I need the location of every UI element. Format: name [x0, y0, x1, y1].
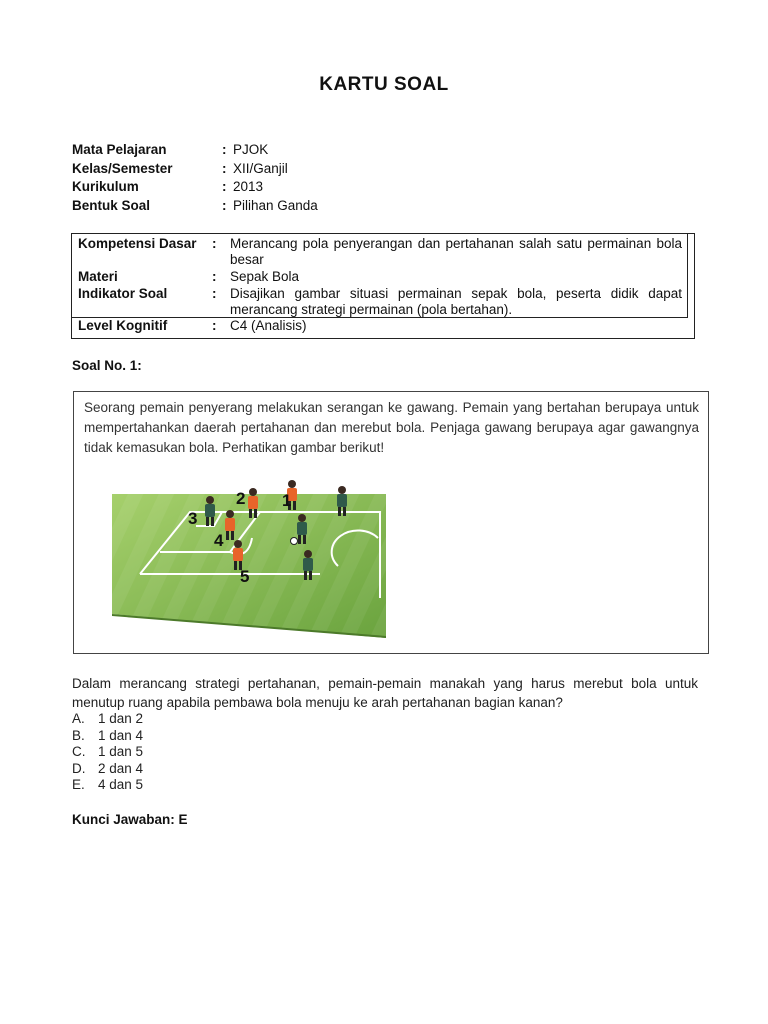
option-e	[72, 777, 143, 794]
answer-key: Kunci Jawaban: E	[72, 812, 188, 827]
option-text: 1 dan 4	[98, 727, 144, 743]
competency-label: Kompetensi Dasar	[78, 236, 197, 251]
meta-label: Bentuk Soal	[72, 197, 151, 213]
competency-value: Disajikan gambar situasi permainan sepak bola, peserta didik dapat merancang strategi permainan (pola bertahan).	[230, 286, 682, 317]
meta-label: Kelas/Semester	[72, 160, 173, 176]
question-box	[73, 391, 709, 654]
option-letter: E.	[72, 777, 85, 792]
meta-value: 2013	[233, 179, 264, 194]
meta-value: Pilihan Ganda	[233, 197, 318, 213]
competency-row-level	[72, 318, 692, 334]
colon: :	[212, 286, 217, 301]
colon: :	[222, 142, 227, 157]
colon: :	[212, 269, 217, 284]
player-label-2: 2	[236, 489, 246, 508]
meta-row-class	[72, 160, 692, 179]
option-b	[72, 728, 143, 745]
competency-value: Sepak Bola	[230, 269, 300, 284]
option-d	[72, 761, 143, 778]
question-stem: Dalam merancang strategi pertahanan, pemain-pemain manakah yang harus merebut bola untuk menutup ruang apabila pembawa bola menuju ke arah pertahanan bagian kanan?	[72, 676, 698, 710]
meta-label: Kurikulum	[72, 179, 139, 194]
question-heading: Soal No. 1:	[72, 358, 142, 373]
player-label-3: 3	[188, 509, 198, 528]
competency-row-kd	[72, 236, 692, 267]
meta-value: XII/Ganjil	[233, 160, 288, 176]
option-text: 1 dan 5	[98, 744, 144, 759]
colon: :	[222, 197, 227, 213]
competency-row-indicator	[72, 286, 692, 317]
meta-value: PJOK	[233, 142, 269, 157]
football-field-image	[110, 466, 400, 638]
meta-row-curriculum	[72, 178, 692, 197]
meta-info	[72, 141, 692, 215]
option-letter: C.	[72, 744, 86, 759]
football-field-illustration	[110, 466, 400, 638]
player-label-5: 5	[240, 567, 250, 586]
option-a	[72, 711, 143, 728]
player-label-1: 1	[282, 491, 292, 510]
competency-value: C4 (Analisis)	[230, 318, 307, 333]
page-title: KARTU SOAL	[319, 74, 449, 95]
option-text: 4 dan 5	[98, 777, 144, 792]
stimulus-text: Seorang pemain penyerang melakukan serangan ke gawang. Pemain yang bertahan berupaya untuk mempertahankan daerah pertahanan dan merebut bola. Penjaga gawang berupaya agar gawangnya tidak kemasukan bola. Perhatikan gambar berikut!	[84, 400, 699, 455]
meta-row-form	[72, 197, 692, 216]
option-letter: D.	[72, 760, 86, 776]
player-label-4: 4	[214, 531, 224, 550]
option-text: 1 dan 2	[98, 711, 144, 726]
answer-options	[72, 711, 143, 794]
option-text: 2 dan 4	[98, 760, 144, 776]
colon: :	[212, 318, 217, 333]
competency-row-materi	[72, 269, 692, 285]
competency-label: Materi	[78, 269, 118, 284]
competency-label: Level Kognitif	[78, 318, 168, 333]
colon: :	[222, 160, 227, 176]
colon: :	[222, 179, 227, 194]
ball	[291, 538, 298, 545]
option-letter: B.	[72, 727, 85, 743]
meta-label: Mata Pelajaran	[72, 142, 167, 157]
option-c	[72, 744, 143, 761]
colon: :	[212, 236, 217, 251]
meta-row-subject	[72, 141, 692, 160]
competency-value: Merancang pola penyerangan dan pertahanan salah satu permainan bola besar	[230, 236, 682, 267]
competency-label: Indikator Soal	[78, 286, 168, 301]
competency-table	[71, 233, 695, 339]
option-letter: A.	[72, 711, 85, 726]
